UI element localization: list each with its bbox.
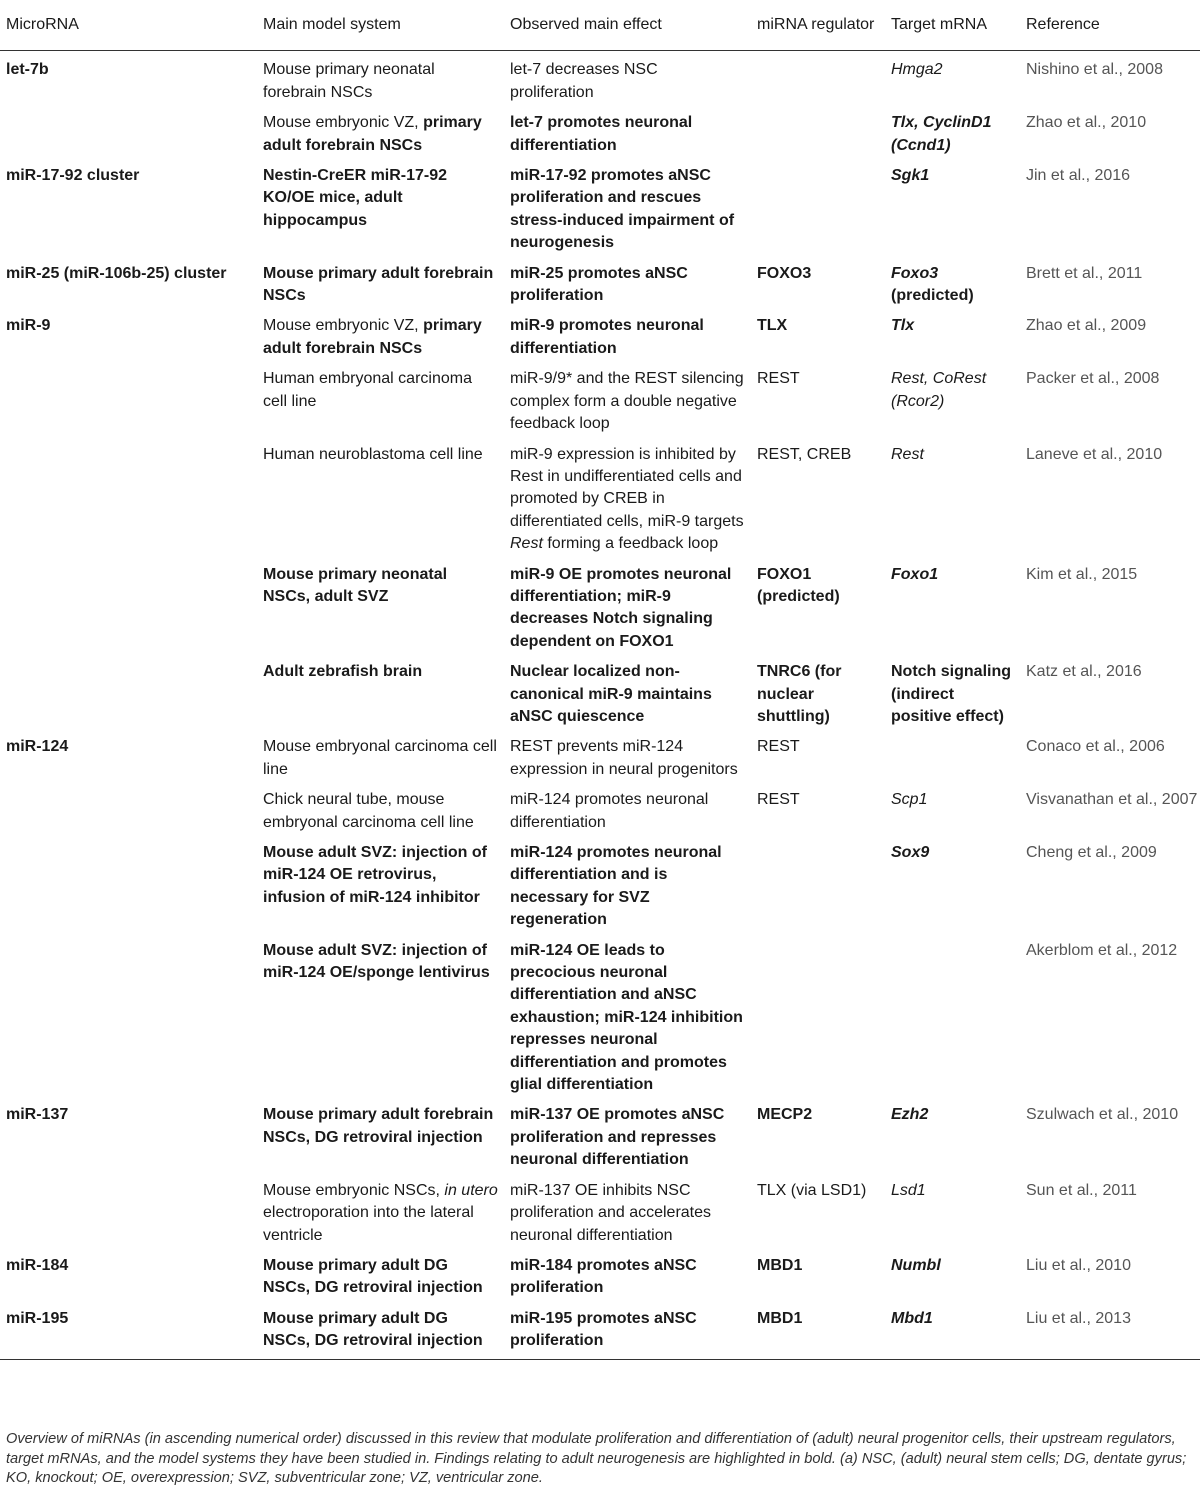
target-mrna-cell: Hmga2	[891, 61, 943, 79]
target-mrna-cell: Tlx, CyclinD1 (Ccnd1)	[891, 114, 992, 154]
main-effect-cell: miR-25 promotes aNSC proliferation	[510, 264, 688, 305]
main-effect-cell: miR-124 promotes neuronal differentiation	[510, 791, 709, 831]
target-mrna-cell: Foxo1	[891, 565, 939, 583]
mirna-regulator-cell: TLX (via LSD1)	[757, 1181, 867, 1199]
reference-cell: Katz et al., 2016	[1026, 663, 1142, 681]
table-caption: Overview of miRNAs (in ascending numerical order) discussed in this review that modulate proliferation and differentiation of (adult) neural progenitor cells, their upstream regulators, target mRNAs, and the model systems they have been studied in. Findings relating to adult neurogenesis are highlighted in bold. (a) NSC, (adult) neural stem cells; DG, dentate gyrus; KO, knockout; OE, overexpression; SVZ, subventricular zone; VZ, ventricular zone.	[6, 1431, 1187, 1487]
mirna-regulator-cell: MBD1	[751, 1304, 885, 1359]
main-effect-cell: miR-9/9* and the REST silencing complex form a double negative feedback loop	[510, 370, 744, 433]
mirna-table	[0, 4, 1200, 1360]
table-row	[0, 51, 1200, 108]
target-mrna-cell: Sgk1	[891, 167, 930, 185]
microrna-cell	[0, 364, 257, 439]
reference-cell: Laneve et al., 2010	[1026, 445, 1163, 463]
microrna-cell: let-7b	[6, 61, 49, 79]
model-system-cell: Mouse adult SVZ: injection of miR-124 OE retrovirus, infusion of miR-124 inhibitor	[263, 844, 487, 906]
table-row	[0, 732, 1200, 785]
table-body	[0, 51, 1200, 1359]
main-effect-cell: miR-184 promotes aNSC proliferation	[510, 1256, 697, 1297]
table-row	[0, 108, 1200, 161]
microrna-cell	[0, 838, 257, 936]
reference-cell: Szulwach et al., 2010	[1026, 1106, 1179, 1124]
mirna-regulator-cell: FOXO3	[757, 264, 812, 282]
main-effect-cell: miR-17-92 promotes aNSC proliferation and rescues stress-induced impairment of neurogenesis	[510, 167, 735, 252]
reference-cell: Conaco et al., 2006	[1026, 738, 1165, 756]
model-system-cell: Human neuroblastoma cell line	[263, 445, 483, 463]
target-mrna-cell: Sox9	[891, 844, 930, 861]
model-system-cell: Mouse embryonic VZ, primary adult forebrain NSCs	[263, 317, 482, 357]
microrna-cell: miR-137	[6, 1106, 69, 1124]
target-mrna-cell: Rest, CoRest (Rcor2)	[891, 370, 987, 410]
table-row	[0, 936, 1200, 1101]
header-microrna: MicroRNA	[0, 4, 257, 51]
reference-cell: Liu et al., 2013	[1020, 1304, 1200, 1359]
mirna-regulator-cell	[751, 51, 885, 108]
main-effect-cell: let-7 promotes neuronal differentiation	[510, 114, 693, 154]
model-system-cell: Chick neural tube, mouse embryonal carcinoma cell line	[263, 791, 474, 831]
header-model-system: Main model system	[257, 4, 504, 51]
reference-cell: Cheng et al., 2009	[1026, 844, 1157, 861]
model-system-cell: Mouse primary adult forebrain NSCs	[263, 264, 494, 305]
mirna-regulator-cell: REST	[757, 791, 800, 809]
table-row	[0, 1304, 1200, 1359]
microrna-cell	[0, 440, 257, 560]
microrna-cell	[0, 108, 257, 161]
microrna-cell	[0, 657, 257, 732]
target-mrna-cell: Tlx	[891, 317, 915, 335]
reference-cell: Akerblom et al., 2012	[1026, 941, 1178, 959]
main-effect-cell: miR-9 expression is inhibited by Rest in undifferentiated cells and promoted by CREB in differentiated cells, miR-9 targets Rest forming a feedback loop	[510, 445, 744, 553]
mirna-regulator-cell: REST	[757, 370, 800, 388]
table-header-row	[0, 4, 1200, 51]
table-row	[0, 364, 1200, 439]
table-row	[0, 657, 1200, 732]
main-effect-cell: miR-137 OE inhibits NSC proliferation and accelerates neuronal differentiation	[510, 1181, 712, 1244]
model-system-cell: Mouse embryonic VZ, primary adult forebrain NSCs	[263, 114, 482, 154]
reference-cell: Packer et al., 2008	[1026, 370, 1160, 388]
main-effect-cell: miR-137 OE promotes aNSC proliferation and represses neuronal differentiation	[510, 1106, 725, 1169]
target-mrna-cell: Rest	[891, 445, 924, 463]
main-effect-cell: miR-124 OE leads to precocious neuronal differentiation and aNSC exhaustion; miR-124 inhibition represses neuronal differentiation and promotes glial differentiation	[510, 941, 743, 1094]
target-mrna-cell: Notch signaling (indirect positive effect)	[891, 663, 1011, 725]
mirna-regulator-cell: REST	[757, 738, 800, 756]
main-effect-cell: miR-124 promotes neuronal differentiation and is necessary for SVZ regeneration	[510, 844, 722, 929]
table-row	[0, 259, 1200, 312]
mirna-regulator-cell: TNRC6 (for nuclear shuttling)	[757, 663, 842, 725]
model-system-cell: Adult zebrafish brain	[263, 663, 423, 681]
main-effect-cell: miR-9 OE promotes neuronal differentiation; miR-9 decreases Notch signaling dependent on FOXO1	[510, 565, 732, 650]
table-row	[0, 785, 1200, 838]
microrna-cell	[0, 560, 257, 658]
header-main-effect: Observed main effect	[504, 4, 751, 51]
mirna-regulator-cell	[751, 936, 885, 1101]
reference-cell: Brett et al., 2011	[1026, 264, 1143, 282]
target-mrna-cell: Mbd1	[885, 1304, 1020, 1359]
model-system-cell: Mouse primary adult forebrain NSCs, DG retroviral injection	[263, 1106, 494, 1146]
microrna-cell	[0, 785, 257, 838]
reference-cell: Jin et al., 2016	[1026, 167, 1131, 185]
microrna-cell: miR-9	[6, 317, 51, 335]
target-mrna-cell: Ezh2	[891, 1106, 929, 1124]
table-row	[0, 838, 1200, 936]
target-mrna-cell: Lsd1	[891, 1181, 926, 1199]
table-row	[0, 161, 1200, 259]
reference-cell: Zhao et al., 2009	[1026, 317, 1147, 335]
reference-cell: Visvanathan et al., 2007	[1026, 791, 1198, 809]
reference-cell: Nishino et al., 2008	[1026, 61, 1163, 79]
microrna-cell: miR-25 (miR-106b-25) cluster	[6, 264, 227, 282]
target-mrna-cell	[885, 936, 1020, 1101]
model-system-cell: Mouse primary neonatal forebrain NSCs	[263, 61, 435, 101]
table-row	[0, 1251, 1200, 1304]
main-effect-cell: miR-195 promotes aNSC proliferation	[504, 1304, 751, 1359]
main-effect-cell: REST prevents miR-124 expression in neural progenitors	[510, 738, 738, 778]
model-system-cell: Mouse primary adult DG NSCs, DG retroviral injection	[263, 1256, 483, 1297]
mirna-regulator-cell	[751, 108, 885, 161]
main-effect-cell: let-7 decreases NSC proliferation	[510, 61, 658, 101]
main-effect-cell: miR-9 promotes neuronal differentiation	[510, 317, 704, 357]
table-row	[0, 560, 1200, 658]
model-system-cell: Mouse embryonic NSCs, in utero electroporation into the lateral ventricle	[263, 1181, 498, 1244]
mirna-regulator-cell: REST, CREB	[757, 445, 852, 463]
reference-cell: Zhao et al., 2010	[1026, 114, 1147, 132]
target-mrna-cell	[885, 732, 1020, 785]
target-mrna-cell: Scp1	[891, 791, 928, 809]
model-system-cell: Mouse adult SVZ: injection of miR-124 OE/sponge lentivirus	[263, 941, 490, 982]
microrna-cell: miR-124	[6, 738, 69, 756]
model-system-cell: Mouse primary neonatal NSCs, adult SVZ	[263, 565, 448, 605]
target-mrna-cell: Numbl	[891, 1256, 941, 1274]
mirna-regulator-cell: MECP2	[757, 1106, 813, 1124]
table-row	[0, 311, 1200, 364]
main-effect-cell: Nuclear localized non-canonical miR-9 maintains aNSC quiescence	[510, 663, 712, 725]
reference-cell: Liu et al., 2010	[1026, 1256, 1131, 1274]
mirna-regulator-cell	[751, 838, 885, 936]
microrna-cell: miR-184	[6, 1256, 69, 1274]
model-system-cell: Mouse embryonal carcinoma cell line	[263, 738, 497, 778]
header-reference: Reference	[1020, 4, 1200, 51]
microrna-cell: miR-195	[0, 1304, 257, 1359]
header-mirna-regulator: miRNA regulator	[751, 4, 885, 51]
table-row	[0, 1176, 1200, 1251]
reference-cell: Kim et al., 2015	[1026, 565, 1138, 583]
table-row	[0, 1100, 1200, 1175]
reference-cell: Sun et al., 2011	[1026, 1181, 1137, 1199]
mirna-regulator-cell: TLX	[757, 317, 788, 335]
mirna-regulator-cell: MBD1	[757, 1256, 803, 1274]
microrna-cell	[0, 1176, 257, 1251]
target-mrna-cell: Foxo3 (predicted)	[891, 264, 974, 305]
table-row	[0, 440, 1200, 560]
header-target-mrna: Target mRNA	[885, 4, 1020, 51]
microrna-cell	[0, 936, 257, 1101]
mirna-regulator-cell	[751, 161, 885, 259]
mirna-regulator-cell: FOXO1 (predicted)	[757, 565, 840, 605]
model-system-cell: Mouse primary adult DG NSCs, DG retroviral injection	[257, 1304, 504, 1359]
model-system-cell: Human embryonal carcinoma cell line	[263, 370, 472, 410]
microrna-cell: miR-17-92 cluster	[6, 167, 140, 185]
model-system-cell: Nestin-CreER miR-17-92 KO/OE mice, adult hippocampus	[263, 167, 448, 229]
